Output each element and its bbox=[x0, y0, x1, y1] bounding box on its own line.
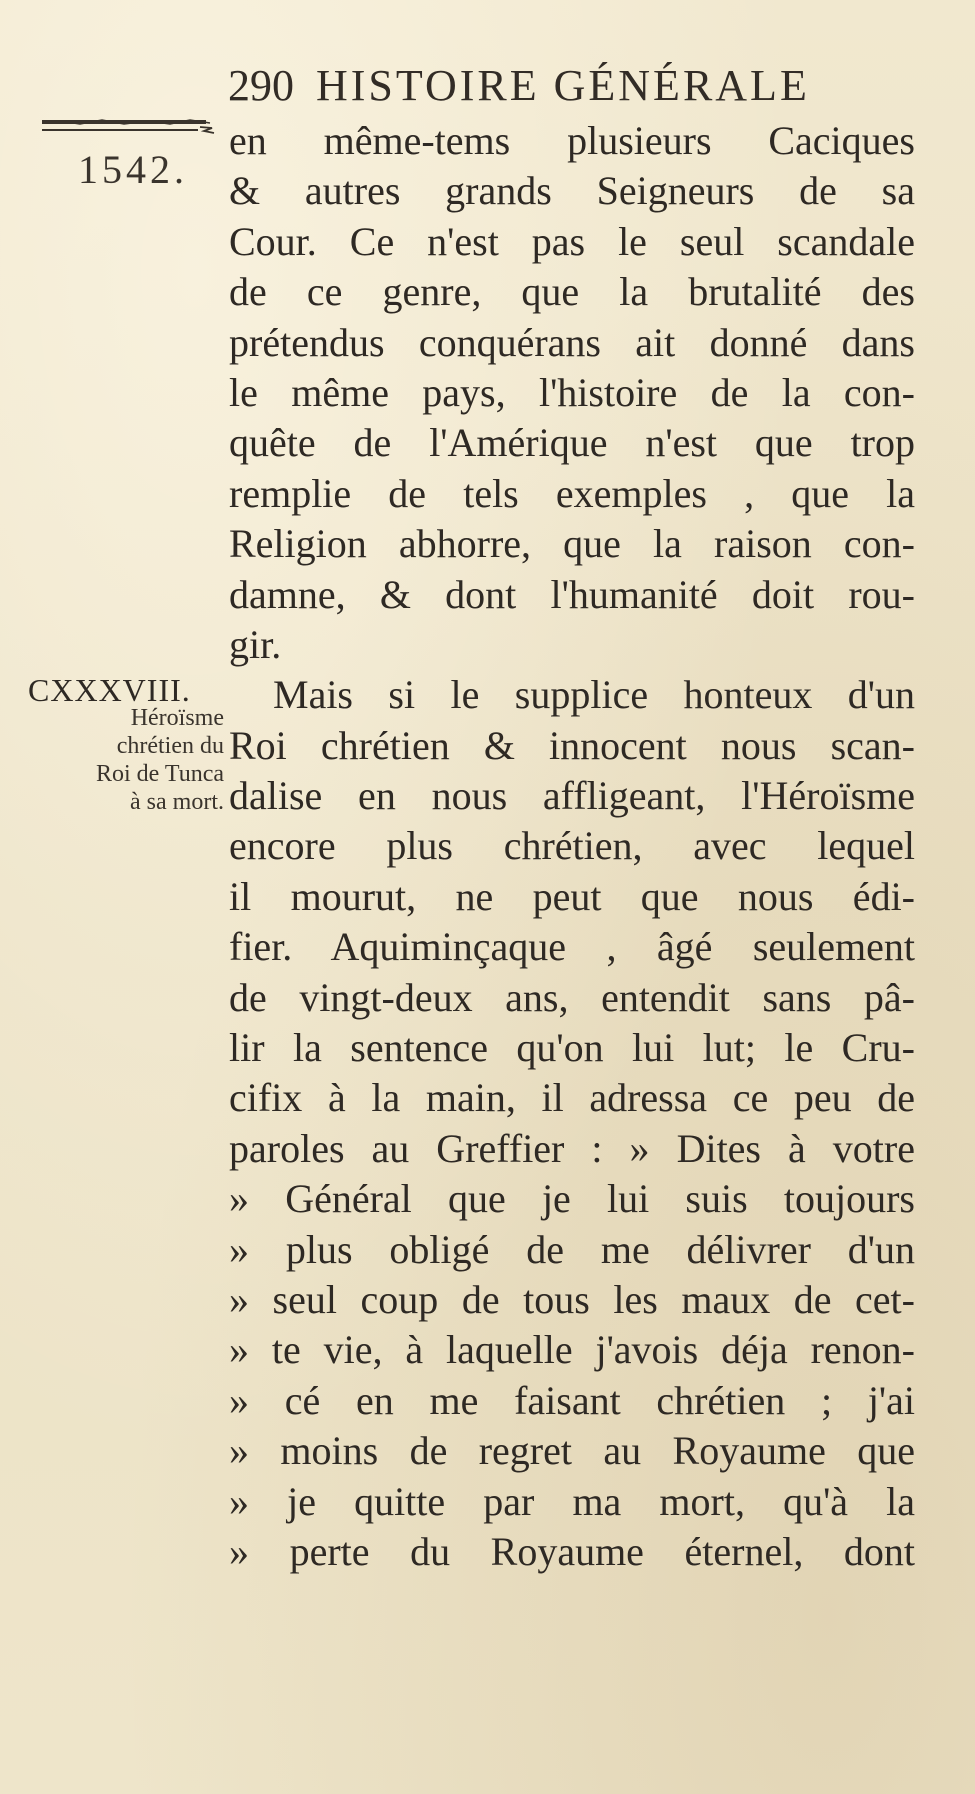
text-line: Religion abhorre, que la raison con- bbox=[229, 521, 915, 567]
text-line: le même pays, l'histoire de la con- bbox=[229, 369, 915, 415]
text-line: » te vie, à laquelle j'avois déja renon- bbox=[229, 1327, 915, 1373]
sidenote-line: Roi de Tunca bbox=[95, 761, 224, 787]
text-line: de vingt-deux ans, entendit sans pâ- bbox=[229, 974, 915, 1020]
text-line: prétendus conquérans ait donné dans bbox=[229, 319, 915, 365]
text-line: en même-tems plusieurs Caciques bbox=[229, 118, 915, 163]
text-line: Cour. Ce n'est pas le seul scandale bbox=[229, 218, 915, 264]
text-line: paroles au Greffier : » Dites à votre bbox=[229, 1125, 915, 1171]
running-title: HISTOIRE GÉNÉRALE bbox=[316, 61, 810, 110]
text-line: quête de l'Amérique n'est que trop bbox=[229, 420, 915, 466]
text-line: il mourut, ne peut que nous édi- bbox=[229, 873, 915, 919]
body-text bbox=[229, 116, 915, 1577]
text-line: dalise en nous affligeant, l'Héroïsme bbox=[229, 773, 915, 819]
text-line: remplie de tels exemples , que la bbox=[229, 470, 915, 516]
text-line: » cé en me faisant chrétien ; j'ai bbox=[229, 1377, 915, 1423]
margin-sidenote bbox=[14, 704, 224, 816]
sidenote-line: à sa mort. bbox=[130, 789, 224, 815]
text-line: gir. bbox=[229, 621, 282, 667]
sidenote-line: Héroïsme bbox=[130, 705, 224, 731]
text-line: damne, & dont l'humanité doit rou- bbox=[229, 571, 915, 617]
text-line: de ce genre, que la brutalité des bbox=[229, 269, 915, 315]
text-line: » plus obligé de me délivrer d'un bbox=[229, 1226, 915, 1272]
text-line: » moins de regret au Royaume que bbox=[229, 1428, 915, 1474]
text-line: cifix à la main, il adressa ce peu de bbox=[229, 1075, 915, 1121]
sidenote-line: chrétien du bbox=[116, 733, 224, 759]
text-line: » perte du Royaume éternel, dont bbox=[229, 1528, 915, 1574]
text-line: Roi chrétien & innocent nous scan- bbox=[229, 722, 915, 768]
text-line: encore plus chrétien, avec lequel bbox=[229, 823, 915, 869]
page-number: 290 bbox=[228, 61, 294, 110]
text-line: » je quitte par ma mort, qu'à la bbox=[229, 1478, 915, 1524]
text-line: lir la sentence qu'on lui lut; le Cru- bbox=[229, 1025, 915, 1071]
text-line: » seul coup de tous les maux de cet- bbox=[229, 1276, 915, 1322]
margin-year: 1542. bbox=[78, 147, 188, 192]
text-line: & autres grands Seigneurs de sa bbox=[229, 168, 915, 214]
text-line: Mais si le supplice honteux d'un bbox=[273, 672, 915, 718]
text-line: fier. Aquiminçaque , âgé seulement bbox=[229, 924, 915, 970]
text-line: » Général que je lui suis toujours bbox=[229, 1176, 915, 1222]
running-head bbox=[228, 60, 810, 111]
chapter-number: CXXXVIII. bbox=[28, 672, 191, 708]
decorative-rule bbox=[40, 118, 216, 136]
